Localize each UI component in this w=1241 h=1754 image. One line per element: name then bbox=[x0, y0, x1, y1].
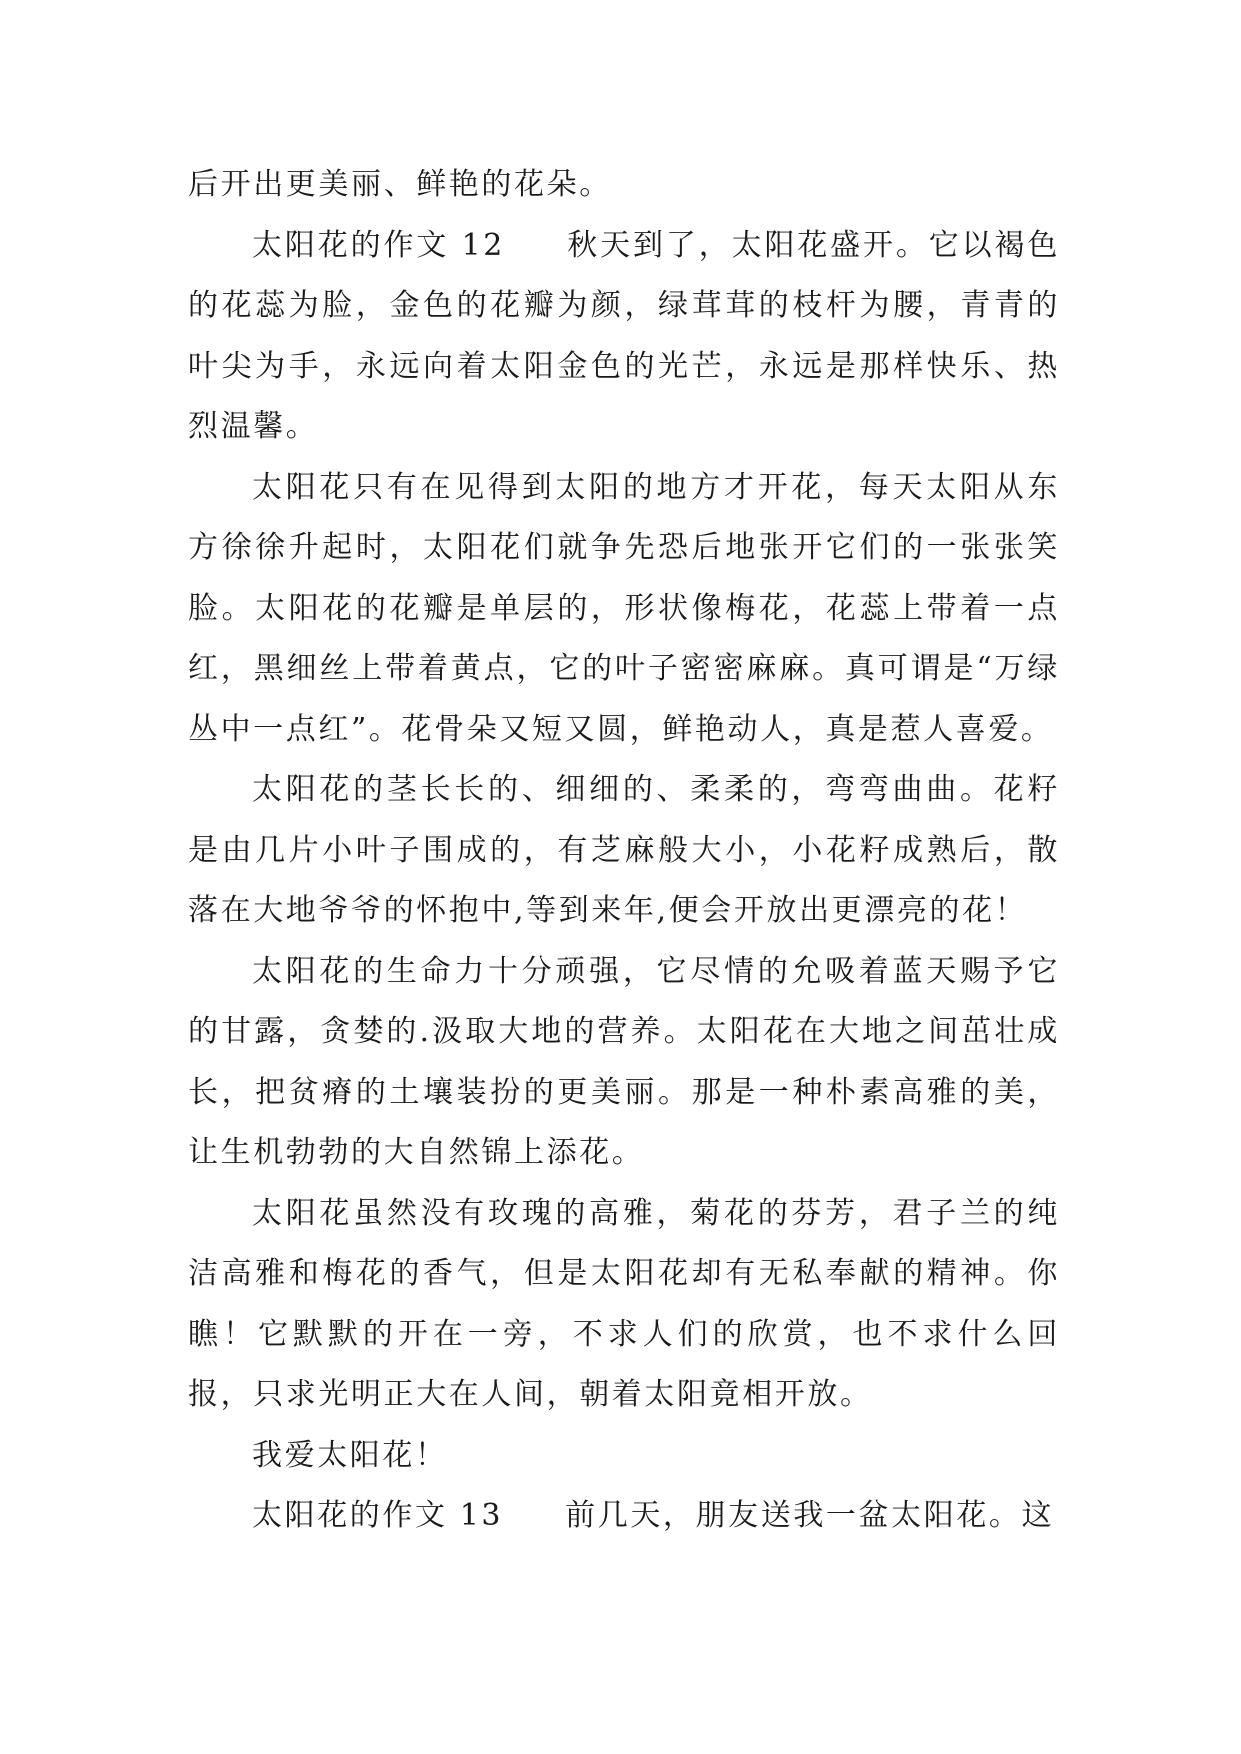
paragraph bbox=[188, 1426, 1060, 1487]
paragraph-text: 太阳花只有在见得到太阳的地方才开花，每天太阳从东方徐徐升起时，太阳花们就争先恐后地张开它们的一张张笑脸。太阳花的花瓣是单层的，形状像梅花，花蕊上带着一点红，黑细丝上带着黄点，它的叶子密密麻麻。真可谓是“万绿丛中一点红”。花骨朵又短又圆，鲜艳动人，真是惹人喜爱。 bbox=[188, 469, 1060, 747]
document-body bbox=[188, 155, 1060, 1547]
paragraph-text: 后开出更美丽、鲜艳的花朵。 bbox=[188, 167, 612, 202]
paragraph-text: 太阳花的茎长长的、细细的、柔柔的，弯弯曲曲。花籽是由几片小叶子围成的，有芝麻般大小，小花籽成熟后，散落在大地爷爷的怀抱中,等到来年,便会开放出更漂亮的花！ bbox=[188, 772, 1060, 928]
paragraph bbox=[188, 942, 1060, 1184]
paragraph-text: 前几天，朋友送我一盆太阳花。这 bbox=[565, 1498, 1055, 1533]
paragraph-text: 我爱太阳花！ bbox=[252, 1437, 448, 1473]
essay-heading: 太阳花的作文 13 bbox=[252, 1498, 504, 1533]
paragraph bbox=[188, 1184, 1060, 1426]
paragraph-text: 秋天到了，太阳花盛开。它以褐色的花蕊为脸，金色的花瓣为颜，绿茸茸的枝杆为腰，青青的叶尖为手，永远向着太阳金色的光芒，永远是那样快乐、热烈温馨。 bbox=[188, 227, 1060, 444]
paragraph-text: 太阳花的生命力十分顽强，它尽情的允吸着蓝天赐予它的甘露，贪婪的.汲取大地的营养。太阳花在大地之间茁壮成长，把贫瘠的土壤装扮的更美丽。那是一种朴素高雅的美，让生机勃勃的大自然锦上添花。 bbox=[188, 953, 1060, 1170]
essay-13-intro-paragraph bbox=[188, 1486, 1060, 1547]
paragraph-continuation bbox=[188, 155, 1060, 216]
essay-12-intro-paragraph bbox=[188, 216, 1060, 458]
essay-heading: 太阳花的作文 12 bbox=[252, 227, 505, 263]
paragraph bbox=[188, 760, 1060, 942]
paragraph bbox=[188, 458, 1060, 761]
paragraph-text: 太阳花虽然没有玫瑰的高雅，菊花的芬芳，君子兰的纯洁高雅和梅花的香气，但是太阳花却有无私奉献的精神。你瞧！它默默的开在一旁，不求人们的欣赏，也不求什么回报，只求光明正大在人间，朝着太阳竟相开放。 bbox=[188, 1195, 1060, 1412]
